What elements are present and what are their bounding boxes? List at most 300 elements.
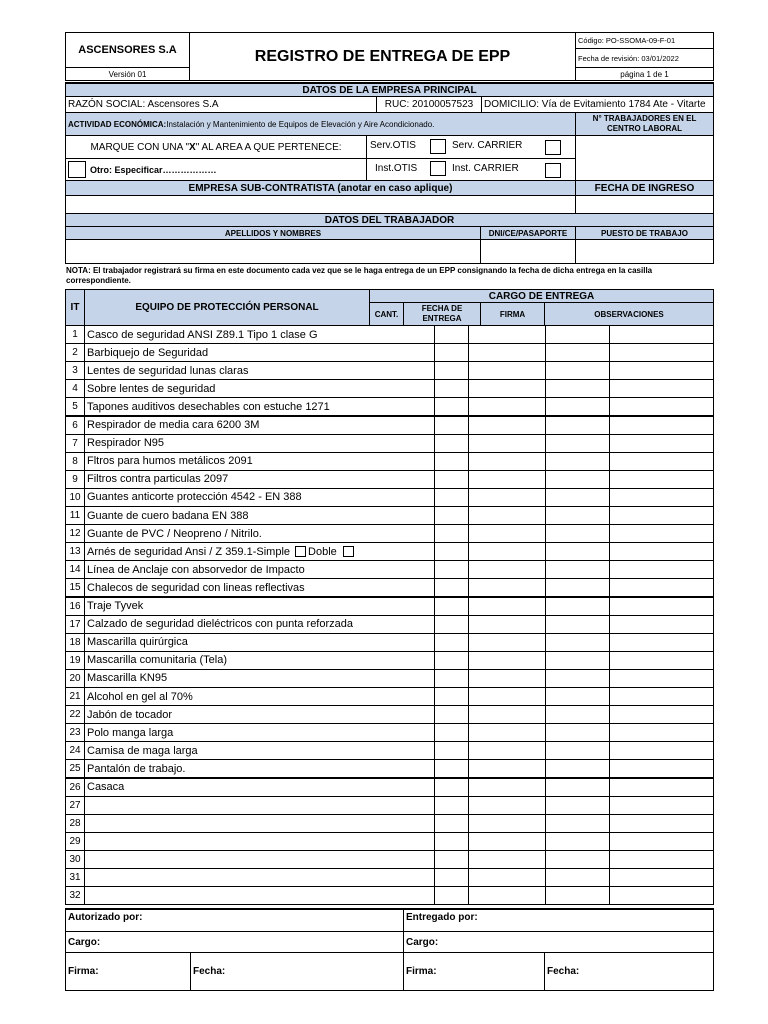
item-number: 22 bbox=[65, 705, 85, 724]
item-number: 25 bbox=[65, 759, 85, 778]
item-firma-cell[interactable] bbox=[545, 741, 610, 760]
apellidos-field[interactable] bbox=[65, 239, 481, 264]
item-equipment bbox=[84, 325, 435, 344]
item-equipment-label: Guante de cuero badana EN 388 bbox=[87, 509, 249, 522]
item-fecha-cell[interactable] bbox=[468, 325, 546, 344]
item-equipment-label: Casco de seguridad ANSI Z89.1 Tipo 1 clase G bbox=[87, 328, 318, 341]
item-cant-cell[interactable] bbox=[434, 759, 469, 778]
item-equipment-label: Camisa de maga larga bbox=[87, 744, 198, 757]
dni-field[interactable] bbox=[480, 239, 576, 264]
item-equipment bbox=[84, 669, 435, 688]
item-equipment bbox=[84, 542, 435, 561]
item-equipment bbox=[84, 343, 435, 362]
item-fecha-cell[interactable] bbox=[468, 361, 546, 380]
item-fecha-cell[interactable] bbox=[468, 506, 546, 525]
item-obs-cell[interactable] bbox=[609, 741, 714, 760]
item-obs-cell[interactable] bbox=[609, 705, 714, 724]
item-equipment-label: Barbiquejo de Seguridad bbox=[87, 346, 209, 359]
item-equipment bbox=[84, 560, 435, 579]
item-cant-cell[interactable] bbox=[434, 741, 469, 760]
item-equipment bbox=[84, 578, 435, 597]
item-cant-cell[interactable] bbox=[434, 560, 469, 579]
table-row bbox=[65, 759, 714, 778]
item-obs-cell[interactable] bbox=[609, 361, 714, 380]
item-equipment-label: Respirador de media cara 6200 3M bbox=[87, 419, 260, 431]
item-cant-cell[interactable] bbox=[434, 379, 469, 398]
item-firma-cell[interactable] bbox=[545, 597, 610, 616]
inst-carrier-checkbox[interactable] bbox=[545, 163, 561, 178]
item-equipment-label: Mascarilla KN95 bbox=[87, 672, 168, 685]
item-equipment-label: Guantes anticorte protección 4542 - EN 388 bbox=[87, 491, 302, 504]
item-equipment-label: Filtros contra particulas 2097 bbox=[87, 473, 229, 486]
item-number: 32 bbox=[65, 886, 85, 905]
item-fecha-cell[interactable] bbox=[468, 759, 546, 778]
item-obs-cell[interactable] bbox=[609, 868, 714, 887]
item-equipment bbox=[84, 705, 435, 724]
item-fecha-cell[interactable] bbox=[468, 615, 546, 634]
item-fecha-cell[interactable] bbox=[468, 343, 546, 362]
item-fecha-cell[interactable] bbox=[468, 524, 546, 543]
item-equipment-label: Traje Tyvek bbox=[87, 600, 144, 612]
actividad-economica bbox=[65, 112, 576, 136]
item-equipment-label: Mascarilla comunitaria (Tela) bbox=[87, 654, 227, 667]
principal-section-title: DATOS DE LA EMPRESA PRINCIPAL bbox=[65, 82, 714, 97]
table-row bbox=[65, 542, 714, 561]
serv-carrier-label: Serv. CARRIER bbox=[452, 140, 523, 151]
puesto-header: PUESTO DE TRABAJO bbox=[575, 226, 714, 240]
revision-date: Fecha de revisión: 03/01/2022 bbox=[575, 48, 714, 68]
item-number: 18 bbox=[65, 633, 85, 652]
item-obs-cell[interactable] bbox=[609, 669, 714, 688]
item-number: 23 bbox=[65, 723, 85, 742]
item-fecha-cell[interactable] bbox=[468, 778, 546, 797]
item-equipment bbox=[84, 416, 435, 435]
item-cant-cell[interactable] bbox=[434, 488, 469, 507]
table-row bbox=[65, 488, 714, 507]
col-it-header: IT bbox=[65, 289, 85, 326]
autorizado-fecha[interactable]: Fecha: bbox=[190, 952, 404, 991]
item-cant-cell[interactable] bbox=[434, 578, 469, 597]
actividad-value: Instalación y Mantenimiento de Equipos de Elevación y Aire Acondicionado. bbox=[166, 119, 435, 129]
item-number: 5 bbox=[65, 397, 85, 416]
otro-row bbox=[65, 158, 367, 181]
otro-label: Otro: Especificar……………… bbox=[90, 164, 217, 175]
item-equipment-label: Pantalón de trabajo. bbox=[87, 762, 186, 775]
item-firma-cell[interactable] bbox=[545, 723, 610, 742]
subcontratista-title: EMPRESA SUB-CONTRATISTA (anotar en caso aplique) bbox=[65, 180, 576, 196]
item-cant-cell[interactable] bbox=[434, 886, 469, 905]
item-cant-cell[interactable] bbox=[434, 361, 469, 380]
marque-instruction bbox=[65, 135, 367, 159]
item-equipment bbox=[84, 452, 435, 471]
item-equipment bbox=[84, 886, 435, 905]
item-obs-cell[interactable] bbox=[609, 597, 714, 616]
item-firma-cell[interactable] bbox=[545, 343, 610, 362]
apellidos-header: APELLIDOS Y NOMBRES bbox=[65, 226, 481, 240]
item-obs-cell[interactable] bbox=[609, 578, 714, 597]
item-number: 16 bbox=[65, 597, 85, 616]
item-firma-cell[interactable] bbox=[545, 832, 610, 851]
table-row bbox=[65, 416, 714, 435]
item-obs-cell[interactable] bbox=[609, 542, 714, 561]
autorizado-cargo[interactable]: Cargo: bbox=[65, 931, 404, 953]
item-number: 29 bbox=[65, 832, 85, 851]
item-cant-cell[interactable] bbox=[434, 416, 469, 435]
item-equipment bbox=[84, 687, 435, 706]
subcontratista-field[interactable] bbox=[65, 195, 576, 214]
item-fecha-cell[interactable] bbox=[468, 452, 546, 471]
item-firma-cell[interactable] bbox=[545, 379, 610, 398]
table-row bbox=[65, 325, 714, 344]
item-cant-cell[interactable] bbox=[434, 506, 469, 525]
item-fecha-cell[interactable] bbox=[468, 669, 546, 688]
item-equipment bbox=[84, 615, 435, 634]
col-cant-header: CANT. bbox=[369, 302, 404, 326]
num-trabajadores-label: N° TRABAJADORES EN EL CENTRO LABORAL bbox=[575, 112, 714, 136]
item-number: 3 bbox=[65, 361, 85, 380]
doble-label: Doble bbox=[308, 545, 337, 558]
item-fecha-cell[interactable] bbox=[468, 814, 546, 833]
item-number: 12 bbox=[65, 524, 85, 543]
item-cant-cell[interactable] bbox=[434, 343, 469, 362]
item-cant-cell[interactable] bbox=[434, 850, 469, 869]
item-obs-cell[interactable] bbox=[609, 397, 714, 416]
col-firma-header: FIRMA bbox=[480, 302, 545, 326]
item-number: 15 bbox=[65, 578, 85, 597]
item-equipment bbox=[84, 397, 435, 416]
table-row bbox=[65, 850, 714, 869]
item-cant-cell[interactable] bbox=[434, 615, 469, 634]
item-obs-cell[interactable] bbox=[609, 832, 714, 851]
item-equipment-label: Guante de PVC / Neopreno / Nitrilo. bbox=[87, 527, 262, 540]
col-obs-header: OBSERVACIONES bbox=[544, 302, 714, 326]
item-firma-cell[interactable] bbox=[545, 651, 610, 670]
table-row bbox=[65, 832, 714, 851]
item-firma-cell[interactable] bbox=[545, 488, 610, 507]
item-equipment bbox=[84, 597, 435, 616]
item-equipment bbox=[84, 470, 435, 489]
item-number: 14 bbox=[65, 560, 85, 579]
item-number: 27 bbox=[65, 796, 85, 815]
item-equipment-label: Chalecos de seguridad con lineas reflectivas bbox=[87, 581, 305, 594]
item-number: 17 bbox=[65, 615, 85, 634]
item-number: 19 bbox=[65, 651, 85, 670]
item-cant-cell[interactable] bbox=[434, 452, 469, 471]
item-firma-cell[interactable] bbox=[545, 850, 610, 869]
dni-header: DNI/CE/PASAPORTE bbox=[480, 226, 576, 240]
inst-otis-label: Inst.OTIS bbox=[375, 163, 418, 174]
item-equipment bbox=[84, 633, 435, 652]
item-fecha-cell[interactable] bbox=[468, 723, 546, 742]
item-cant-cell[interactable] bbox=[434, 778, 469, 797]
actividad-label: ACTIVIDAD ECONÓMICA: bbox=[68, 119, 167, 129]
item-equipment bbox=[84, 506, 435, 525]
item-cant-cell[interactable] bbox=[434, 669, 469, 688]
nota: NOTA: El trabajador registrará su firma en este documento cada vez que se le haga entrega de un EPP consignando la fecha de dicha entrega en la casilla correspondiente. bbox=[66, 266, 653, 285]
item-obs-cell[interactable] bbox=[609, 506, 714, 525]
item-equipment-label: Alcohol en gel al 70% bbox=[87, 690, 193, 703]
item-equipment-label: Mascarilla quirúrgica bbox=[87, 636, 188, 649]
item-cant-cell[interactable] bbox=[434, 868, 469, 887]
item-equipment bbox=[84, 723, 435, 742]
item-equipment-label: Tapones auditivos desechables con estuche 1271 bbox=[87, 400, 330, 413]
item-firma-cell[interactable] bbox=[545, 778, 610, 797]
table-row bbox=[65, 868, 714, 887]
item-obs-cell[interactable] bbox=[609, 850, 714, 869]
page-number: página 1 de 1 bbox=[575, 67, 714, 81]
item-equipment-label: Calzado de seguridad dieléctricos con punta reforzada bbox=[87, 618, 353, 631]
doble-checkbox[interactable] bbox=[343, 546, 354, 557]
item-cant-cell[interactable] bbox=[434, 832, 469, 851]
item-number: 30 bbox=[65, 850, 85, 869]
item-firma-cell[interactable] bbox=[545, 542, 610, 561]
company-name: ASCENSORES S.A bbox=[65, 32, 190, 68]
item-equipment bbox=[84, 850, 435, 869]
item-firma-cell[interactable] bbox=[545, 578, 610, 597]
item-obs-cell[interactable] bbox=[609, 814, 714, 833]
table-row bbox=[65, 597, 714, 616]
item-obs-cell[interactable] bbox=[609, 470, 714, 489]
table-row bbox=[65, 343, 714, 362]
table-row bbox=[65, 705, 714, 724]
item-firma-cell[interactable] bbox=[545, 633, 610, 652]
item-firma-cell[interactable] bbox=[545, 524, 610, 543]
item-equipment bbox=[84, 778, 435, 797]
autorizado-por[interactable]: Autorizado por: bbox=[65, 908, 404, 932]
item-firma-cell[interactable] bbox=[545, 397, 610, 416]
item-firma-cell[interactable] bbox=[545, 886, 610, 905]
item-obs-cell[interactable] bbox=[609, 560, 714, 579]
item-cant-cell[interactable] bbox=[434, 397, 469, 416]
item-fecha-cell[interactable] bbox=[468, 633, 546, 652]
item-firma-cell[interactable] bbox=[545, 325, 610, 344]
autorizado-firma[interactable]: Firma: bbox=[65, 952, 191, 991]
item-firma-cell[interactable] bbox=[545, 705, 610, 724]
item-fecha-cell[interactable] bbox=[468, 796, 546, 815]
item-firma-cell[interactable] bbox=[545, 759, 610, 778]
entregado-por[interactable]: Entregado por: bbox=[403, 908, 714, 932]
inst-row bbox=[366, 158, 576, 181]
puesto-field[interactable] bbox=[575, 239, 714, 264]
item-number: 2 bbox=[65, 343, 85, 362]
item-equipment-label: Arnés de seguridad Ansi / Z 359.1-Simple bbox=[87, 545, 291, 558]
item-equipment bbox=[84, 868, 435, 887]
item-fecha-cell[interactable] bbox=[468, 542, 546, 561]
item-equipment bbox=[84, 524, 435, 543]
item-obs-cell[interactable] bbox=[609, 488, 714, 507]
item-fecha-cell[interactable] bbox=[468, 416, 546, 435]
item-obs-cell[interactable] bbox=[609, 796, 714, 815]
entregado-cargo[interactable]: Cargo: bbox=[403, 931, 714, 953]
item-equipment bbox=[84, 488, 435, 507]
item-firma-cell[interactable] bbox=[545, 615, 610, 634]
item-cant-cell[interactable] bbox=[434, 470, 469, 489]
item-cant-cell[interactable] bbox=[434, 524, 469, 543]
item-firma-cell[interactable] bbox=[545, 669, 610, 688]
domicilio: DOMICILIO: Vía de Evitamiento 1784 Ate - Vitarte bbox=[481, 96, 714, 113]
simple-checkbox[interactable] bbox=[295, 546, 306, 557]
item-firma-cell[interactable] bbox=[545, 560, 610, 579]
item-firma-cell[interactable] bbox=[545, 416, 610, 435]
item-equipment bbox=[84, 832, 435, 851]
item-fecha-cell[interactable] bbox=[468, 397, 546, 416]
item-fecha-cell[interactable] bbox=[468, 850, 546, 869]
item-fecha-cell[interactable] bbox=[468, 705, 546, 724]
table-row bbox=[65, 434, 714, 453]
item-equipment-label: Sobre lentes de seguridad bbox=[87, 382, 216, 395]
table-row bbox=[65, 633, 714, 652]
item-fecha-cell[interactable] bbox=[468, 560, 546, 579]
table-row bbox=[65, 397, 714, 416]
item-fecha-cell[interactable] bbox=[468, 597, 546, 616]
item-cant-cell[interactable] bbox=[434, 633, 469, 652]
item-obs-cell[interactable] bbox=[609, 434, 714, 453]
item-obs-cell[interactable] bbox=[609, 524, 714, 543]
item-fecha-cell[interactable] bbox=[468, 470, 546, 489]
table-row bbox=[65, 470, 714, 489]
item-number: 28 bbox=[65, 814, 85, 833]
item-equipment bbox=[84, 814, 435, 833]
item-fecha-cell[interactable] bbox=[468, 578, 546, 597]
item-obs-cell[interactable] bbox=[609, 886, 714, 905]
item-equipment bbox=[84, 651, 435, 670]
trabajador-title: DATOS DEL TRABAJADOR bbox=[65, 213, 714, 227]
item-number: 7 bbox=[65, 434, 85, 453]
item-fecha-cell[interactable] bbox=[468, 379, 546, 398]
item-cant-cell[interactable] bbox=[434, 687, 469, 706]
entregado-fecha[interactable]: Fecha: bbox=[544, 952, 714, 991]
item-cant-cell[interactable] bbox=[434, 796, 469, 815]
item-number: 24 bbox=[65, 741, 85, 760]
table-row bbox=[65, 452, 714, 471]
item-equipment-label: Línea de Anclaje con absorvedor de Impacto bbox=[87, 563, 305, 576]
item-fecha-cell[interactable] bbox=[468, 687, 546, 706]
item-obs-cell[interactable] bbox=[609, 452, 714, 471]
item-firma-cell[interactable] bbox=[545, 470, 610, 489]
version: Versión 01 bbox=[65, 67, 190, 81]
razon-social: RAZÓN SOCIAL: Ascensores S.A bbox=[65, 96, 377, 113]
item-cant-cell[interactable] bbox=[434, 651, 469, 670]
item-number: 11 bbox=[65, 506, 85, 525]
item-number: 26 bbox=[65, 778, 85, 797]
serv-row bbox=[366, 135, 576, 159]
item-fecha-cell[interactable] bbox=[468, 886, 546, 905]
item-number: 8 bbox=[65, 452, 85, 471]
item-number: 21 bbox=[65, 687, 85, 706]
item-fecha-cell[interactable] bbox=[468, 488, 546, 507]
item-equipment-label: Casaca bbox=[87, 781, 125, 793]
fecha-ingreso-field[interactable] bbox=[575, 195, 714, 214]
cargo-entrega-header: CARGO DE ENTREGA bbox=[369, 289, 714, 303]
item-obs-cell[interactable] bbox=[609, 651, 714, 670]
otro-checkbox[interactable] bbox=[68, 161, 86, 178]
item-cant-cell[interactable] bbox=[434, 814, 469, 833]
item-cant-cell[interactable] bbox=[434, 325, 469, 344]
item-obs-cell[interactable] bbox=[609, 343, 714, 362]
item-fecha-cell[interactable] bbox=[468, 741, 546, 760]
item-obs-cell[interactable] bbox=[609, 759, 714, 778]
item-obs-cell[interactable] bbox=[609, 778, 714, 797]
table-row bbox=[65, 615, 714, 634]
table-row bbox=[65, 723, 714, 742]
table-row bbox=[65, 796, 714, 815]
num-trabajadores-value[interactable] bbox=[575, 135, 714, 181]
item-obs-cell[interactable] bbox=[609, 379, 714, 398]
table-row bbox=[65, 741, 714, 760]
item-firma-cell[interactable] bbox=[545, 868, 610, 887]
item-equipment bbox=[84, 434, 435, 453]
item-obs-cell[interactable] bbox=[609, 633, 714, 652]
page-title: REGISTRO DE ENTREGA DE EPP bbox=[189, 32, 576, 81]
item-number: 6 bbox=[65, 416, 85, 435]
serv-otis-label: Serv.OTIS bbox=[370, 140, 416, 151]
table-row bbox=[65, 886, 714, 905]
fecha-ingreso-title: FECHA DE INGRESO bbox=[575, 180, 714, 196]
marque-pre: MARQUE CON UNA " bbox=[90, 141, 190, 153]
item-equipment bbox=[84, 361, 435, 380]
item-fecha-cell[interactable] bbox=[468, 832, 546, 851]
table-row bbox=[65, 669, 714, 688]
item-fecha-cell[interactable] bbox=[468, 434, 546, 453]
col-equipo-header: EQUIPO DE PROTECCIÓN PERSONAL bbox=[84, 289, 370, 326]
serv-otis-checkbox[interactable] bbox=[430, 139, 446, 154]
entregado-firma[interactable]: Firma: bbox=[403, 952, 545, 991]
item-number: 9 bbox=[65, 470, 85, 489]
item-firma-cell[interactable] bbox=[545, 796, 610, 815]
table-row bbox=[65, 651, 714, 670]
item-equipment-label: Respirador N95 bbox=[87, 437, 165, 450]
inst-otis-checkbox[interactable] bbox=[430, 161, 446, 176]
table-row bbox=[65, 379, 714, 398]
item-obs-cell[interactable] bbox=[609, 687, 714, 706]
item-number: 13 bbox=[65, 542, 85, 561]
item-cant-cell[interactable] bbox=[434, 705, 469, 724]
item-firma-cell[interactable] bbox=[545, 687, 610, 706]
item-obs-cell[interactable] bbox=[609, 723, 714, 742]
inst-carrier-label: Inst. CARRIER bbox=[452, 163, 519, 174]
item-equipment bbox=[84, 379, 435, 398]
item-firma-cell[interactable] bbox=[545, 452, 610, 471]
item-cant-cell[interactable] bbox=[434, 723, 469, 742]
item-obs-cell[interactable] bbox=[609, 325, 714, 344]
table-row bbox=[65, 524, 714, 543]
item-firma-cell[interactable] bbox=[545, 434, 610, 453]
item-equipment-label: Fltros para humos metálicos 2091 bbox=[87, 455, 253, 468]
table-row bbox=[65, 578, 714, 597]
item-fecha-cell[interactable] bbox=[468, 651, 546, 670]
item-firma-cell[interactable] bbox=[545, 361, 610, 380]
item-equipment-label: Jabón de tocador bbox=[87, 708, 173, 721]
item-cant-cell[interactable] bbox=[434, 434, 469, 453]
item-obs-cell[interactable] bbox=[609, 416, 714, 435]
marque-x: X bbox=[189, 141, 196, 153]
item-cant-cell[interactable] bbox=[434, 542, 469, 561]
item-number: 10 bbox=[65, 488, 85, 507]
item-cant-cell[interactable] bbox=[434, 597, 469, 616]
item-number: 4 bbox=[65, 379, 85, 398]
document-code: Código: PO-SSOMA-09-F-01 bbox=[575, 32, 714, 49]
table-row bbox=[65, 814, 714, 833]
serv-carrier-checkbox[interactable] bbox=[545, 140, 561, 155]
table-row bbox=[65, 560, 714, 579]
item-fecha-cell[interactable] bbox=[468, 868, 546, 887]
item-equipment-label: Lentes de seguridad lunas claras bbox=[87, 364, 249, 377]
item-equipment bbox=[84, 741, 435, 760]
item-obs-cell[interactable] bbox=[609, 615, 714, 634]
item-firma-cell[interactable] bbox=[545, 814, 610, 833]
item-firma-cell[interactable] bbox=[545, 506, 610, 525]
col-fecha-header: FECHA DE ENTREGA bbox=[403, 302, 481, 326]
